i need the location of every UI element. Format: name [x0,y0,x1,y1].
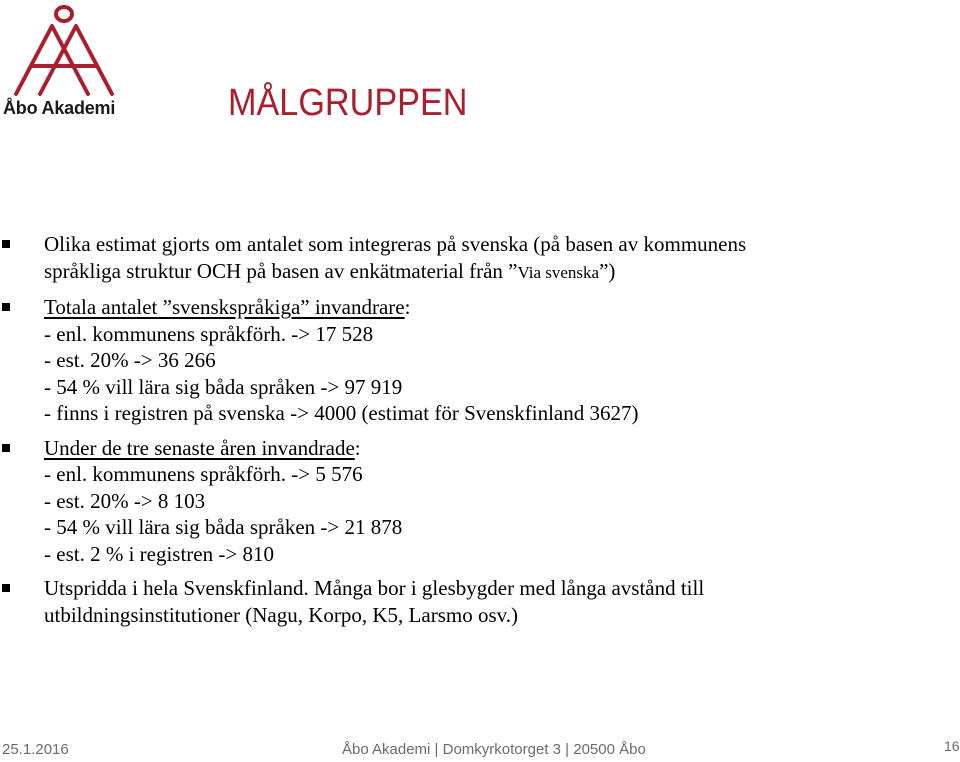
bullet-line-source: Via svenska [517,262,600,282]
footer [0,738,960,760]
bullet-line [44,231,960,258]
bullet-line-text: Olika estimat gjorts om antalet som integreras på svenska (på basen av kommunens [44,232,747,256]
bullet-line-text: Under de tre senaste åren invandrade [44,435,355,460]
bullet-line [44,321,960,348]
bullet-line [44,374,960,401]
bullet-line [44,488,960,515]
bullet-line-text: - 54 % vill lära sig båda språken -> 97 919 [44,374,403,399]
logo-text: Åbo Akademi [3,98,116,118]
bullet-line-text: Totala antalet ”svenskspråkiga” invandrare [44,295,405,319]
bullet-line-suffix: ”) [599,258,616,283]
bullet-square-icon [2,303,10,311]
bullet-line-text: - enl. kommunens språkförh. -> 17 528 [44,321,374,346]
footer-address: Åbo Akademi | Domkyrkotorget 3 | 20500 Åbo [342,741,646,758]
bullet-line [44,258,960,287]
bullet-line-text: - est. 20% -> 8 103 [44,488,206,513]
bullet-item [0,575,960,628]
bullet-line-text: - 54 % vill lära sig båda språken -> 21 878 [44,515,403,539]
bullet-line [44,602,960,629]
bullet-line-text: språkliga struktur OCH på basen av enkätmaterial från ” [44,258,518,283]
bullet-item [0,294,960,427]
bullet-line-text: - enl. kommunens språkförh. -> 5 576 [44,462,363,486]
bullet-item [0,435,960,568]
bullet-line-text: utbildningsinstitutioner (Nagu, Korpo, K5, Larsmo osv.) [44,602,519,627]
bullet-item [0,231,960,286]
bullet-line-suffix: : [404,295,411,319]
bullet-square-icon [2,240,10,248]
bullet-line [44,461,960,488]
bullet-square-icon [2,584,10,592]
bullet-line [44,575,960,602]
bullet-line [44,435,960,462]
bullet-line-suffix: : [354,435,361,460]
bullet-line [44,347,960,374]
bullet-line-text: - finns i registren på svenska -> 4000 (estimat för Svenskfinland 3627) [44,401,639,425]
bullet-line [44,541,960,568]
bullet-line [44,514,960,541]
logo [0,0,130,125]
bullet-list [0,231,960,636]
slide-title: MÅLGRUPPEN [228,82,468,124]
bullet-line [44,400,960,427]
abo-akademi-aa-logo-icon [8,2,120,98]
bullet-square-icon [2,444,10,452]
page-number: 16 [944,738,960,754]
footer-date: 25.1.2016 [2,741,69,758]
bullet-line [44,294,960,321]
bullet-line-text: - est. 2 % i registren -> 810 [44,541,274,566]
bullet-line-text: Utspridda i hela Svenskfinland. Många bor i glesbygder med långa avstånd till [44,576,705,600]
bullet-line-text: - est. 20% -> 36 266 [44,348,216,372]
